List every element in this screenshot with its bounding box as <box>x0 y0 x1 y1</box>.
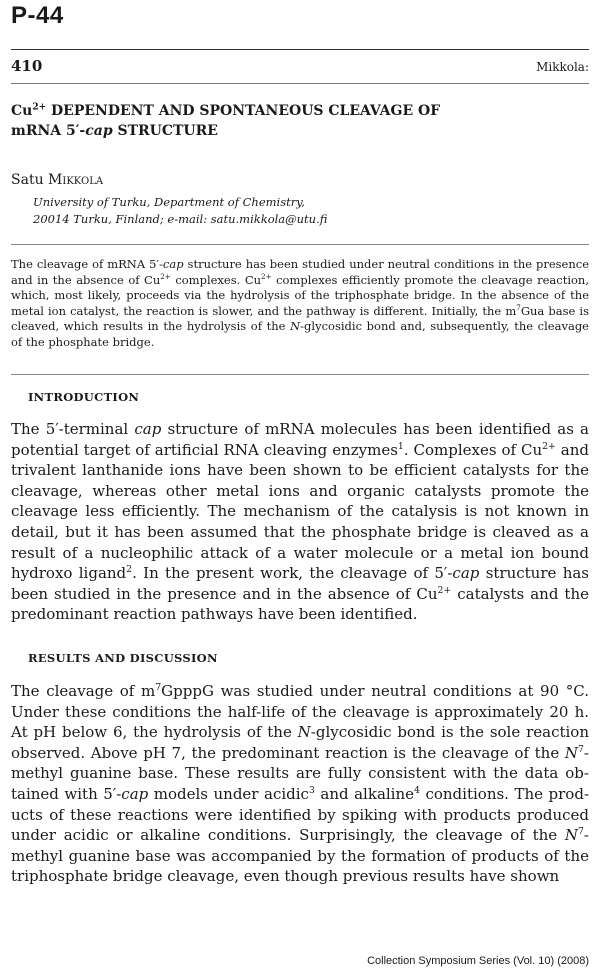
abstract-rule-top <box>11 244 589 245</box>
title-italic: cap <box>85 123 113 139</box>
text-run: -methyl guanine base was accompanied by the formation of products of the triphosphate bridge cleavage, even though previous results have shown <box>11 826 589 886</box>
superscript: 2+ <box>542 440 556 452</box>
title-sup: 2+ <box>32 102 47 113</box>
poster-id: P-44 <box>11 2 64 29</box>
title-text: Cu <box>11 103 33 119</box>
text-run: conditions. The products of these reactions were identified by spiking with products produced under acidic or alkaline conditions. Surprisingly, the cleavage of the <box>11 784 590 845</box>
italic-run: cap <box>134 420 162 438</box>
text-run: The cleavage of mRNA 5′- <box>11 257 163 271</box>
results-paragraph <box>11 681 589 887</box>
top-rule <box>11 49 589 50</box>
italic-run: N <box>297 723 311 742</box>
text-run: models under acidic <box>148 784 309 803</box>
italic-run: N <box>290 319 301 334</box>
text-run: catalysts and the predominant reaction pathways have been identified. <box>11 584 590 624</box>
text-run: structure has been studied in the presence and in the absence of Cu <box>11 564 589 603</box>
italic-run: cap <box>162 257 184 271</box>
text-run: and alkaline <box>314 784 415 803</box>
title-text: STRUCTURE <box>112 123 218 139</box>
title-text: DEPENDENT AND SPONTANEOUS CLEAVAGE OF <box>46 103 441 119</box>
text-run: . Complexes of Cu <box>403 440 543 459</box>
title-text: mRNA 5′- <box>11 123 86 139</box>
abstract-rule-bottom <box>11 374 589 375</box>
author-last-name: Mikkola <box>48 172 104 188</box>
section-heading-introduction: INTRODUCTION <box>28 390 140 404</box>
text-run: complexes. Cu <box>170 272 262 287</box>
abstract-paragraph <box>11 257 589 351</box>
header-rule <box>11 83 589 84</box>
affiliation <box>33 194 327 228</box>
text-run: The cleavage of m <box>11 682 156 700</box>
affiliation-line: 20014 Turku, Finland; e-mail: satu.mikkola@utu.fi <box>33 212 328 226</box>
text-run: Gua base is cleaved, which results in the hydrolysis of the <box>11 303 589 334</box>
superscript: 7 <box>578 826 584 838</box>
text-run: -glycosidic bond is the sole reaction observed. Above pH 7, the predominant reaction is the cleavage of the <box>11 723 589 762</box>
superscript: 2+ <box>261 271 272 281</box>
italic-run: N <box>564 743 578 762</box>
text-run: GpppG was studied under neutral conditions at 90 °C. Under these conditions the half-life of the cleavage is approximately 20 h. At pH below 6, the hydrolysis of the <box>11 682 589 742</box>
italic-run: cap <box>121 784 149 803</box>
abstract <box>11 257 589 351</box>
running-head: Mikkola: <box>536 60 589 74</box>
article-title <box>11 101 589 141</box>
introduction-body <box>11 419 589 625</box>
text-run: structure of mRNA molecules has been identified as a potential target of artificial RNA cleaving enzymes <box>11 420 589 459</box>
text-run: The 5′-terminal <box>11 420 135 438</box>
superscript: 2+ <box>437 584 452 596</box>
citation-sup: 2 <box>126 564 133 576</box>
text-run: . In the present work, the cleavage of 5′- <box>132 564 453 583</box>
section-heading-results: RESULTS AND DISCUSSION <box>28 651 218 665</box>
results-body <box>11 681 589 887</box>
superscript: 7 <box>578 743 584 755</box>
superscript: 7 <box>516 302 521 312</box>
footer-series: Collection Symposium Series (Vol. 10) (2008) <box>367 955 589 967</box>
author <box>11 172 103 188</box>
introduction-paragraph <box>11 419 589 625</box>
affiliation-line: University of Turku, Department of Chemistry, <box>33 195 305 209</box>
page-number: 410 <box>11 57 43 75</box>
italic-run: cap <box>452 564 480 583</box>
citation-sup: 3 <box>308 784 315 796</box>
superscript: 2+ <box>160 271 171 281</box>
superscript: 7 <box>155 682 162 693</box>
text-run: -glycosidic bond and, subsequently, the cleavage of the phosphate bridge. <box>11 319 589 349</box>
italic-run: N <box>564 826 578 845</box>
citation-sup: 4 <box>414 784 420 796</box>
author-first-name: Satu <box>11 172 49 188</box>
citation-sup: 1 <box>397 440 404 452</box>
text-run: -methyl guanine base. These results are fully consistent with the data obtained with 5′- <box>11 743 589 803</box>
text-run: structure has been studied under neutral conditions in the presence and in the absence of Cu <box>11 257 590 287</box>
text-run: and trivalent lanthanide ions have been shown to be efficient catalysts for the cleavage, whereas other metal ions and organic catalysts promote the cleavage less efficiently. The mechanism of the catalysis is not known in detail, but it has been assumed that the phosphate bridge is cleaved as a result of a nucleophilic attack of a water molecule or a metal ion bound hydroxo ligand <box>11 440 589 583</box>
text-run: complexes efficiently promote the cleavage reaction, which, most likely, proceeds via the hydrolysis of the triphosphate bridge. In the absence of the metal ion catalyst, the reaction is slower, and the pathway is different. Initially, the m <box>11 272 589 318</box>
